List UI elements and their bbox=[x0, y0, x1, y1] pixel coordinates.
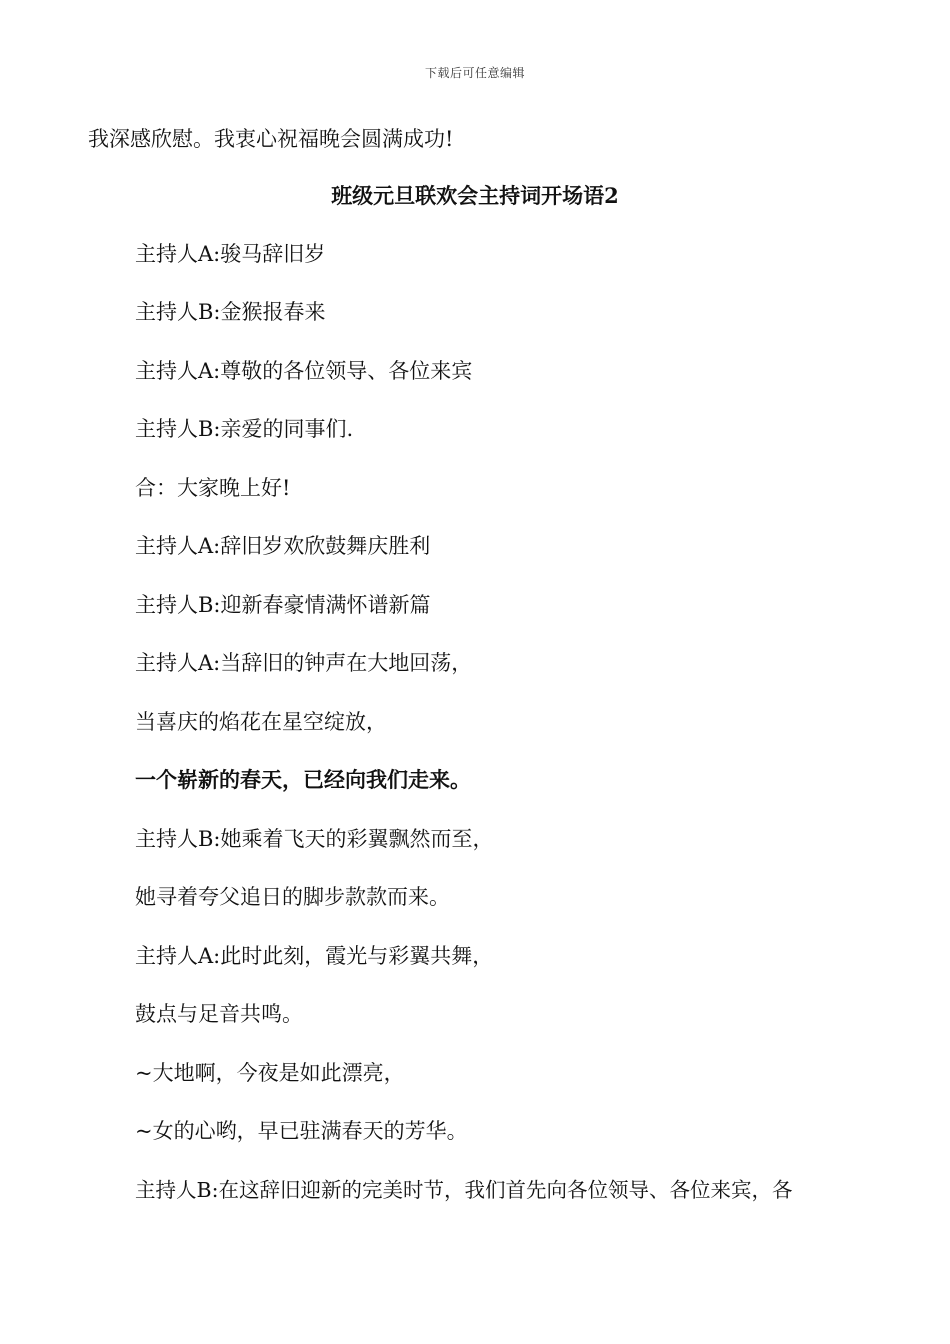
page-header: 下载后可任意编辑 bbox=[424, 66, 525, 80]
script-line: 主持人A:尊敬的各位领导、各位来宾 bbox=[135, 359, 473, 383]
script-line: 合：大家晚上好! bbox=[135, 476, 291, 500]
script-line: 主持人B:金猴报春来 bbox=[135, 300, 326, 324]
intro-line: 我深感欣慰。我衷心祝福晚会圆满成功! bbox=[88, 127, 454, 151]
script-line: 主持人A:此时此刻，霞光与彩翼共舞， bbox=[135, 944, 494, 968]
script-line: 主持人B:迎新春豪情满怀谱新篇 bbox=[135, 593, 431, 617]
script-line: ~大地啊，今夜是如此漂亮， bbox=[135, 1061, 405, 1085]
script-line: 主持人A:当辞旧的钟声在大地回荡， bbox=[135, 651, 473, 675]
script-line: 鼓点与足音共鸣。 bbox=[135, 1002, 303, 1026]
script-line-bold: 一个崭新的春天，已经向我们走来。 bbox=[135, 767, 471, 792]
script-line: 她寻着夸父追日的脚步款款而来。 bbox=[135, 885, 450, 909]
script-line: 主持人A:骏马辞旧岁 bbox=[135, 242, 326, 266]
script-line: 当喜庆的焰花在星空绽放， bbox=[135, 710, 387, 734]
script-line: 主持人A:辞旧岁欢欣鼓舞庆胜利 bbox=[135, 534, 431, 558]
script-line: 主持人B:在这辞旧迎新的完美时节，我们首先向各位领导、各位来宾，各 bbox=[135, 1178, 793, 1202]
document-title: 班级元旦联欢会主持词开场语2 bbox=[331, 183, 619, 208]
script-line: ~女的心哟，早已驻满春天的芳华。 bbox=[135, 1119, 468, 1143]
script-line: 主持人B:她乘着飞天的彩翼飘然而至， bbox=[135, 827, 494, 851]
script-line: 主持人B:亲爱的同事们. bbox=[135, 417, 354, 441]
